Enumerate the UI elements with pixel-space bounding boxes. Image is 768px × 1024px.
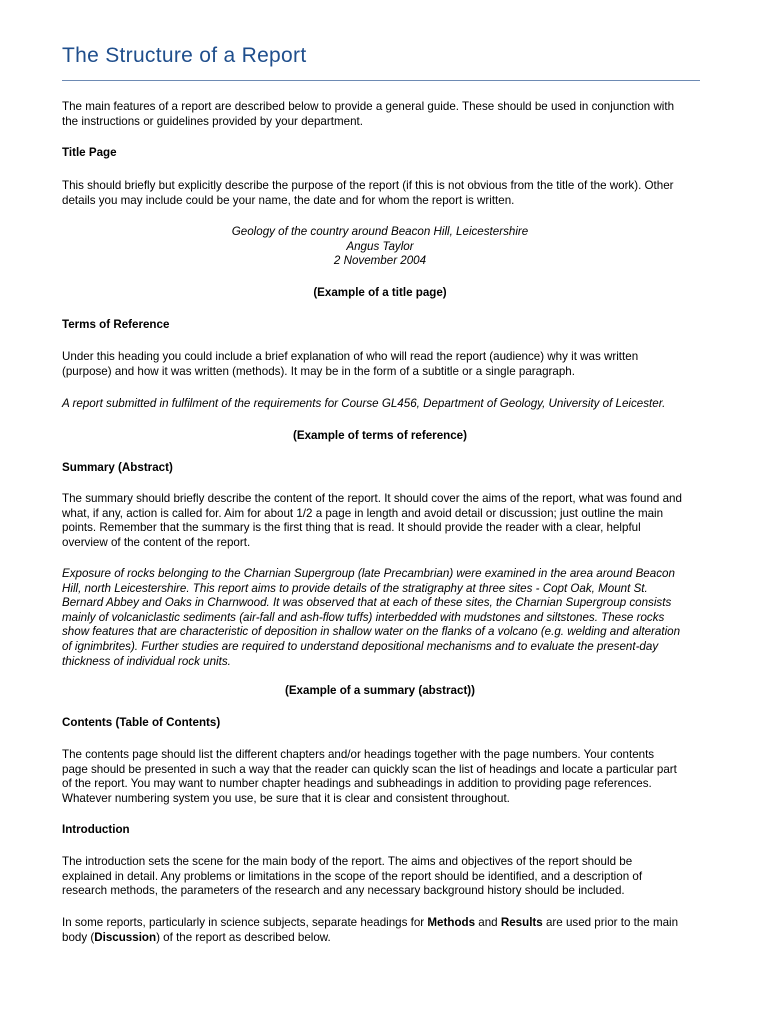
title-page-example <box>62 225 698 269</box>
example-caption: (Example of a title page) <box>313 286 447 299</box>
text-line: page should be presented in such a way that the reader can quickly scan the list of headings and locate a particular part <box>62 762 677 776</box>
example-caption: (Example of terms of reference) <box>293 429 467 442</box>
title-divider <box>62 80 700 81</box>
title-page-paragraph <box>62 179 702 208</box>
example-line: Angus Taylor <box>346 239 414 253</box>
summary-paragraph <box>62 492 702 550</box>
text-run: and <box>475 916 501 929</box>
terms-of-reference-paragraph <box>62 350 702 379</box>
text-line: Whatever numbering system you use, be sure that it is clear and consistent throughout. <box>62 791 510 805</box>
section-heading-title-page: Title Page <box>62 146 117 159</box>
text-line: what, if any, action is called for. Aim for about 1/2 a page in length and avoid detail or discussion; just outline the main <box>62 506 664 520</box>
example-line: Exposure of rocks belonging to the Charnian Supergroup (late Precambrian) were examined in the area around Beacon <box>62 567 675 580</box>
discussion-term: Discussion <box>94 930 157 944</box>
intro-paragraph <box>62 100 702 129</box>
example-line: mainly of volcaniclastic sediments (air-fall and ash-flow tuffs) interbedded with mudstones and siltstones. These rocks <box>62 610 665 624</box>
text-line: Under this heading you could include a brief explanation of who will read the report (audience) why it was written <box>62 350 639 363</box>
text-run: body ( <box>62 930 95 944</box>
text-line: (purpose) and how it was written (methods). It may be in the form of a subtitle or a single paragraph. <box>62 364 575 378</box>
methods-term: Methods <box>427 916 476 929</box>
text-line: overview of the content of the report. <box>62 535 251 549</box>
text-line: the instructions or guidelines provided by your department. <box>62 114 363 128</box>
example-line: thickness of individual rock units. <box>62 654 231 668</box>
example-caption: (Example of a summary (abstract)) <box>284 684 476 697</box>
example-line: of ignimbrites). Further studies are required to understand depositional mechanisms and to evaluate the present-day <box>62 639 659 653</box>
text-line: of the report. You may want to number chapter headings and subheadings in addition to providing page references. <box>62 777 652 791</box>
text-line: explained in detail. Any problems or limitations in the scope of the report should be identified, and a description of <box>62 869 643 883</box>
section-heading-contents: Contents (Table of Contents) <box>62 716 221 729</box>
text-line: This should briefly but explicitly describe the purpose of the report (if this is not obvious from the title of the work). Other <box>62 179 674 192</box>
text-line: points. Remember that the summary is the first thing that is read. It should provide the reader with a clear, helpful <box>62 521 641 535</box>
text-line: The main features of a report are described below to provide a general guide. These should be used in conjunction with <box>62 100 675 113</box>
text-line: research methods, the parameters of the research and any necessary background history should be included. <box>62 884 625 898</box>
example-line: Geology of the country around Beacon Hill, Leicestershire <box>231 225 529 238</box>
text-run: ) of the report as described below. <box>156 930 331 944</box>
terms-of-reference-example: A report submitted in fulfilment of the requirements for Course GL456, Department of Geology, University of Leicester. <box>62 397 666 410</box>
section-heading-terms-of-reference: Terms of Reference <box>62 318 170 331</box>
example-line: Hill, north Leicestershire. This report aims to provide details of the stratigraphy at three sites - Copt Oak, Mount St. <box>62 581 648 595</box>
methods-results-paragraph <box>62 916 702 945</box>
text-run: are used prior to the main <box>542 916 679 929</box>
text-line: The summary should briefly describe the content of the report. It should cover the aims of the report, what was found and <box>62 492 682 505</box>
text-line <box>62 916 702 931</box>
section-heading-summary: Summary (Abstract) <box>62 461 173 474</box>
text-line: The contents page should list the different chapters and/or headings together with the page numbers. Your contents <box>62 748 655 761</box>
contents-paragraph <box>62 748 702 806</box>
text-line: details you may include could be your name, the date and for whom the report is written. <box>62 193 515 207</box>
introduction-paragraph <box>62 855 702 899</box>
section-heading-introduction: Introduction <box>62 823 130 836</box>
results-term: Results <box>500 916 543 929</box>
text-line <box>62 931 702 946</box>
example-line: Bernard Abbey and Oaks in Charnwood. It was observed that at each of these sites, the Charnian Supergroup consists <box>62 596 672 610</box>
summary-example <box>62 567 702 669</box>
text-line: The introduction sets the scene for the main body of the report. The aims and objectives of the report should be <box>62 855 633 868</box>
page-title: The Structure of a Report <box>62 44 307 67</box>
example-line: show features that are characteristic of deposition in shallow water on the flanks of a volcano (e.g. welding and alteration <box>62 625 681 639</box>
example-line: 2 November 2004 <box>333 254 427 268</box>
text-run: In some reports, particularly in science subjects, separate headings for <box>62 916 428 929</box>
